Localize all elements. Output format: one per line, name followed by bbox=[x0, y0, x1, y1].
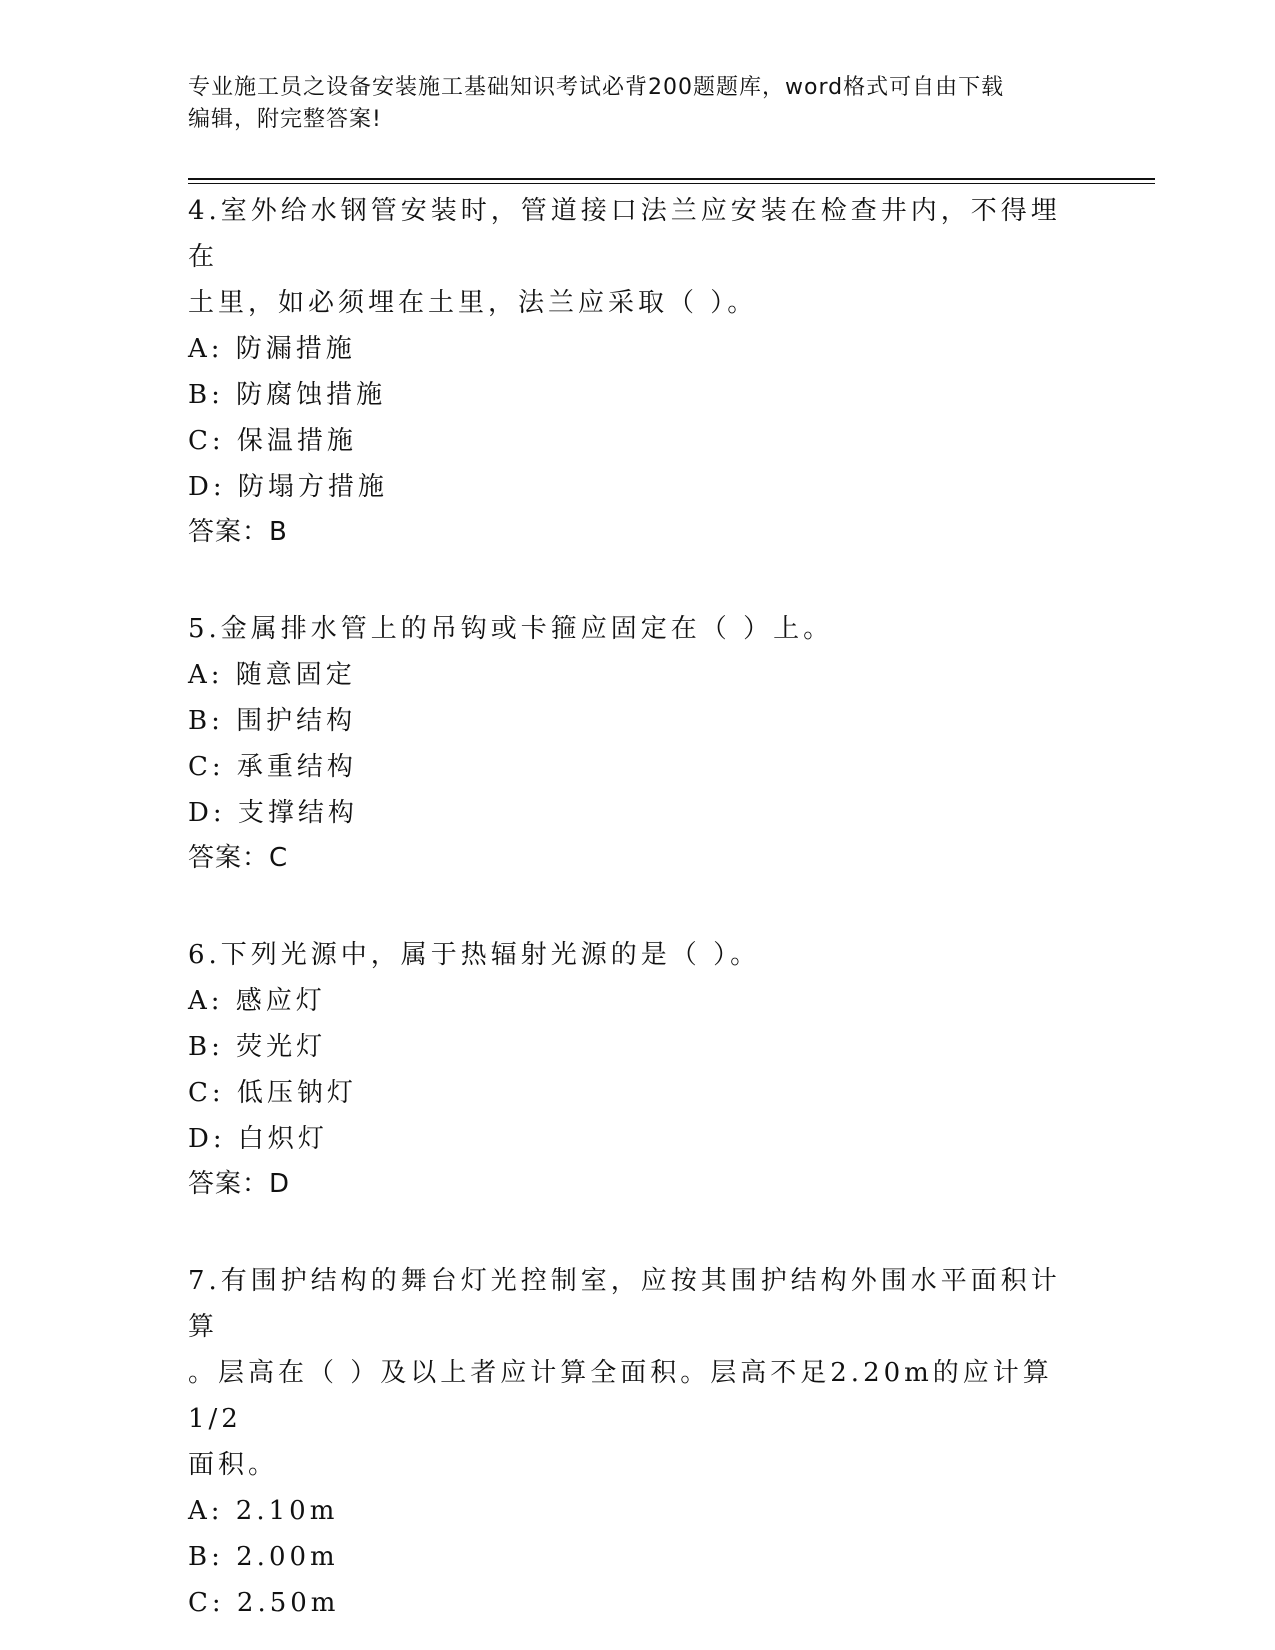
question-item bbox=[188, 606, 1088, 880]
question-text bbox=[188, 606, 1088, 652]
option-c: C: 2.50m bbox=[188, 1588, 340, 1618]
option-b: B: 荧光灯 bbox=[188, 1032, 327, 1062]
answer-line: 答案：B bbox=[188, 517, 288, 547]
question-item bbox=[188, 188, 1088, 554]
option-b: B: 防腐蚀措施 bbox=[188, 380, 387, 410]
option-a: A: 感应灯 bbox=[188, 986, 326, 1016]
option-a: A: 随意固定 bbox=[188, 660, 356, 690]
question-text-line: 5.金属排水管上的吊钩或卡箍应固定在（ ）上。 bbox=[188, 614, 834, 644]
header-divider-thin bbox=[188, 183, 1155, 184]
option-d: D: 防塌方措施 bbox=[188, 472, 388, 502]
question-text bbox=[188, 188, 1088, 326]
header-line-1: 专业施工员之设备安装施工基础知识考试必背200题题库，word格式可自由下载 bbox=[188, 75, 1005, 100]
option-c: C: 保温措施 bbox=[188, 426, 357, 456]
option-a: A: 防漏措施 bbox=[188, 334, 356, 364]
question-list bbox=[188, 188, 1088, 1626]
option-b: B: 围护结构 bbox=[188, 706, 357, 736]
option-a: A: 2.10m bbox=[188, 1496, 339, 1526]
question-text-line: 7.有围护结构的舞台灯光控制室，应按其围护结构外围水平面积计算 bbox=[188, 1266, 1061, 1342]
question-text bbox=[188, 1258, 1088, 1488]
answer-line: 答案：C bbox=[188, 843, 289, 873]
question-text-line: 6.下列光源中，属于热辐射光源的是（ ）。 bbox=[188, 940, 761, 970]
option-d: D: 支撑结构 bbox=[188, 798, 358, 828]
question-text-line: 土里，如必须埋在土里，法兰应采取（ ）。 bbox=[188, 288, 758, 318]
option-c: C: 低压钠灯 bbox=[188, 1078, 357, 1108]
option-c: C: 承重结构 bbox=[188, 752, 357, 782]
question-text-line: 面积。 bbox=[188, 1450, 279, 1480]
document-header bbox=[188, 72, 1088, 136]
answer-line: 答案：D bbox=[188, 1169, 291, 1199]
header-divider-thick bbox=[188, 178, 1155, 180]
question-item bbox=[188, 932, 1088, 1206]
option-b: B: 2.00m bbox=[188, 1542, 339, 1572]
header-line-2: 编辑，附完整答案! bbox=[188, 107, 382, 132]
question-text-line: 。层高在（ ）及以上者应计算全面积。层高不足2.20m的应计算1/2 bbox=[188, 1358, 1053, 1434]
question-text-line: 4.室外给水钢管安装时，管道接口法兰应安装在检查井内，不得埋在 bbox=[188, 196, 1061, 272]
question-item bbox=[188, 1258, 1088, 1626]
option-d: D: 白炽灯 bbox=[188, 1124, 328, 1154]
question-text bbox=[188, 932, 1088, 978]
